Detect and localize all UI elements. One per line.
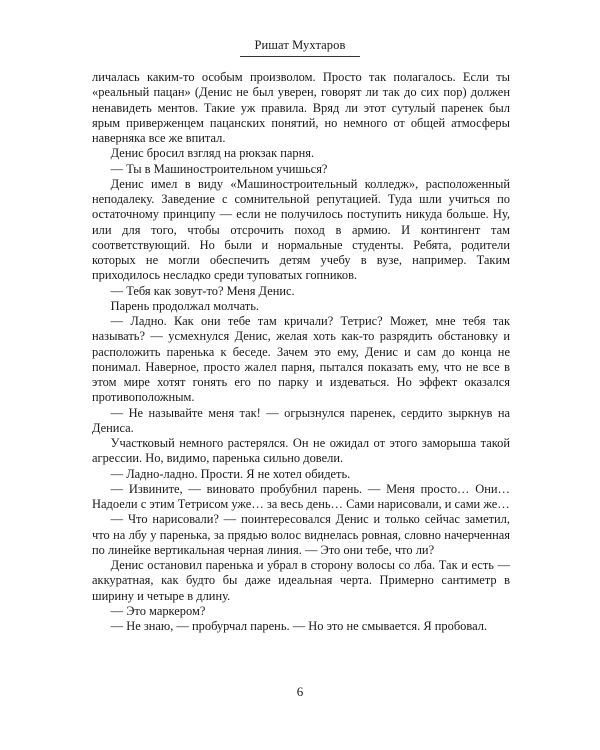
paragraph: — Не знаю, — пробурчал парень. — Но это не смывается. Я пробовал. (110, 619, 488, 633)
paragraph: — Ладно-ладно. Прости. Я не хотел обидеть. (110, 466, 351, 481)
paragraph: — Не называйте меня так! — огрызнулся паренек, сердито зыркнув на Дениса. (92, 405, 510, 435)
paragraph: — Что нарисовали? — поинтересовался Денис и только сейчас заметил, что на лбу у паренька, за прядью волос виднелась ровная, словно начерченная по линейке вертикальная черная линия. — Это они тебе, что ли? (92, 512, 510, 557)
page-number: 6 (296, 684, 304, 699)
paragraph: — Ты в Машиностроительном учишься? (110, 161, 328, 176)
paragraph: — Извините, — виновато пробубнил парень. — Меня просто… Они… Надоели с этим Тетрисом уже… за весь день… Сами нарисовали, и сами же… (92, 481, 510, 511)
paragraph: личалась каким-то особым произволом. Просто так полагалось. Если ты «реальный пацан» (Денис не был уверен, говорят ли так до сих пор) должен ненавидеть ментов. Такие уж правила. Вряд ли этот сутулый паренек был ярым приверженцем пацанских понятий, но немного от общей атмосферы наверняка все же впитал. (92, 70, 510, 145)
paragraph: — Это маркером? (110, 603, 206, 618)
paragraph: Парень продолжал молчать. (110, 298, 260, 313)
running-header (0, 36, 600, 57)
author-name: Ришат Мухтаров (240, 39, 359, 57)
paragraph: Денис остановил паренька и убрал в сторону волосы со лба. Так и есть — аккуратная, как будто бы даже идеальная черта. Примерно сантиметр в ширину и четыре в длину. (92, 558, 510, 603)
paragraph: Участковый немного растерялся. Он не ожидал от этого заморыша такой агрессии. Но, видимо, паренька сильно довели. (92, 436, 510, 466)
paragraph: Денис бросил взгляд на рюкзак парня. (110, 146, 315, 161)
paragraph: — Ладно. Как они тебе там кричали? Тетрис? Может, мне тебя так называть? — усмехнулся Денис, желая хоть как-то разрядить обстановку и расположить паренька к беседе. Зачем это ему, Денис и сам до конца не понимал. Наверное, просто жалел парня, пытался показать ему, что не все в этом мире хотят гонять его по парку и издеваться. Но эффект оказался противоположным. (92, 314, 510, 405)
body-text (92, 70, 510, 634)
paragraph: Денис имел в виду «Машиностроительный колледж», расположенный неподалеку. Заведение с сомнительной репутацией. Туда шли учиться по остаточному принципу — если не получилось поступить никуда больше. Ну, или для того, чтобы отсрочить поход в армию. И контингент там соответствующий. Но были и нормальные студенты. Ребята, родители которых не могли обеспечить детям учебу в вузе, например. Таким приходилось несладко среди туповатых гопников. (92, 176, 510, 283)
paragraph: — Тебя как зовут-то? Меня Денис. (110, 283, 295, 298)
